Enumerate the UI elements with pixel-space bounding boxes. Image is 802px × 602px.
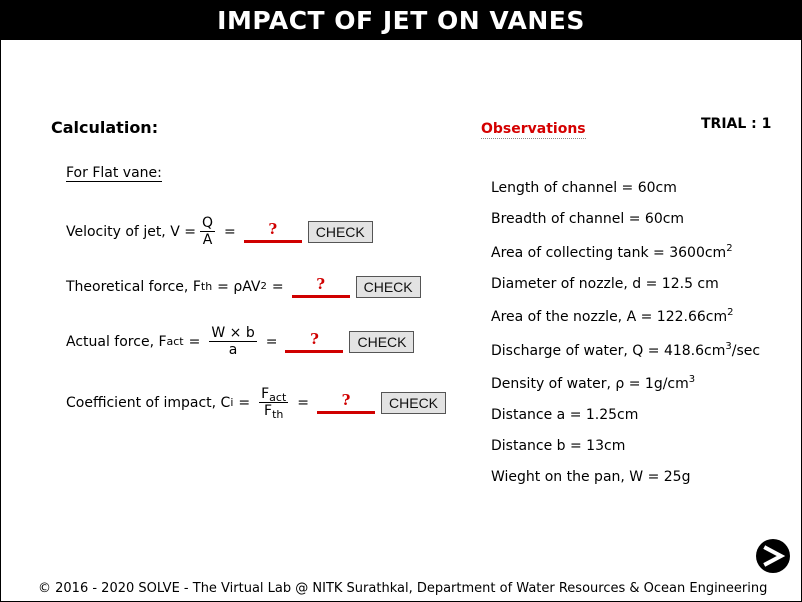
velocity-numerator: Q: [201, 215, 213, 231]
flat-vane-subtitle: For Flat vane:: [66, 165, 162, 181]
velocity-check-button[interactable]: CHECK: [308, 221, 373, 243]
observation-item: Discharge of water, $Q = 418.6cm^3/\sec$: [491, 341, 761, 359]
observation-item: Wieght on the pan, W = 25g: [491, 469, 691, 485]
velocity-row: [66, 215, 373, 248]
observations-title: Observations: [481, 121, 586, 137]
footer-copyright: © 2016 - 2020 SOLVE - The Virtual Lab @ NITK Surathkal, Department of Water Resources & Ocean Engineering: [38, 581, 768, 596]
actual-force-row: Actual force, F act = $\frac{W \times b}{a}$ = ? CHECK: [66, 325, 414, 358]
page-title: IMPACT OF JET ON VANES: [0, 0, 802, 40]
next-button[interactable]: [756, 539, 790, 573]
observation-item: Area of collecting $\tan k = 3600cm^2$: [491, 243, 733, 261]
velocity-label: Velocity of jet, V =: [66, 223, 196, 240]
observation-item: Length of channel = 60cm: [491, 180, 677, 196]
next-arrow-icon: [756, 539, 790, 573]
theoretical-force-answer-input[interactable]: ?: [292, 275, 350, 298]
observation-item: Area of the nozzle, $A = 122.66cm^2$: [491, 307, 734, 325]
coefficient-numerator: $F_{act}$: [261, 386, 287, 404]
observation-item: Distance b = 13cm: [491, 438, 626, 454]
actual-force-fraction: [209, 325, 256, 358]
equals-sign: =: [271, 278, 284, 295]
actual-force-check-button[interactable]: CHECK: [349, 331, 414, 353]
calculation-title: Calculation:: [51, 118, 159, 137]
theoretical-force-row: Theoretical force, F th = ρAV 2 = ? CHECK: [66, 275, 421, 298]
observation-item: Density of water, $\rho = 1g/cm^3$: [491, 374, 696, 392]
equals-sign: =: [188, 333, 201, 350]
coefficient-row: Coefficient of impact, C i = $\frac{F_{act}}{F_{th}}$ = ? CHECK: [66, 386, 446, 419]
coefficient-denominator: $F_{th}$: [264, 403, 284, 421]
velocity-fraction: [200, 215, 215, 248]
actual-force-denominator: a: [228, 342, 238, 358]
equals-sign: =: [238, 394, 251, 411]
equals-sign: =: [224, 223, 236, 240]
observation-item: Breadth of channel = 60cm: [491, 211, 685, 227]
equals-sign: =: [265, 333, 278, 350]
equals-sign: =: [297, 394, 310, 411]
trial-label: TRIAL : 1: [701, 116, 772, 132]
actual-force-label: Actual force, F: [66, 333, 167, 350]
actual-force-numerator: W × b: [211, 325, 255, 341]
theoretical-force-formula: = ρAV: [217, 278, 261, 295]
coefficient-check-button[interactable]: CHECK: [381, 392, 446, 414]
observation-item: Distance a = 1.25cm: [491, 407, 639, 423]
coefficient-label: Coefficient of impact, C: [66, 394, 231, 411]
coefficient-answer-input[interactable]: ?: [317, 391, 375, 414]
coefficient-fraction: [259, 386, 288, 419]
velocity-answer-input[interactable]: ?: [244, 220, 302, 243]
observation-item: Diameter of nozzle, d = 12.5 cm: [491, 276, 719, 292]
actual-force-answer-input[interactable]: ?: [285, 330, 343, 353]
theoretical-force-check-button[interactable]: CHECK: [356, 276, 421, 298]
velocity-denominator: A: [202, 232, 213, 248]
theoretical-force-label: Theoretical force, F: [66, 278, 201, 295]
